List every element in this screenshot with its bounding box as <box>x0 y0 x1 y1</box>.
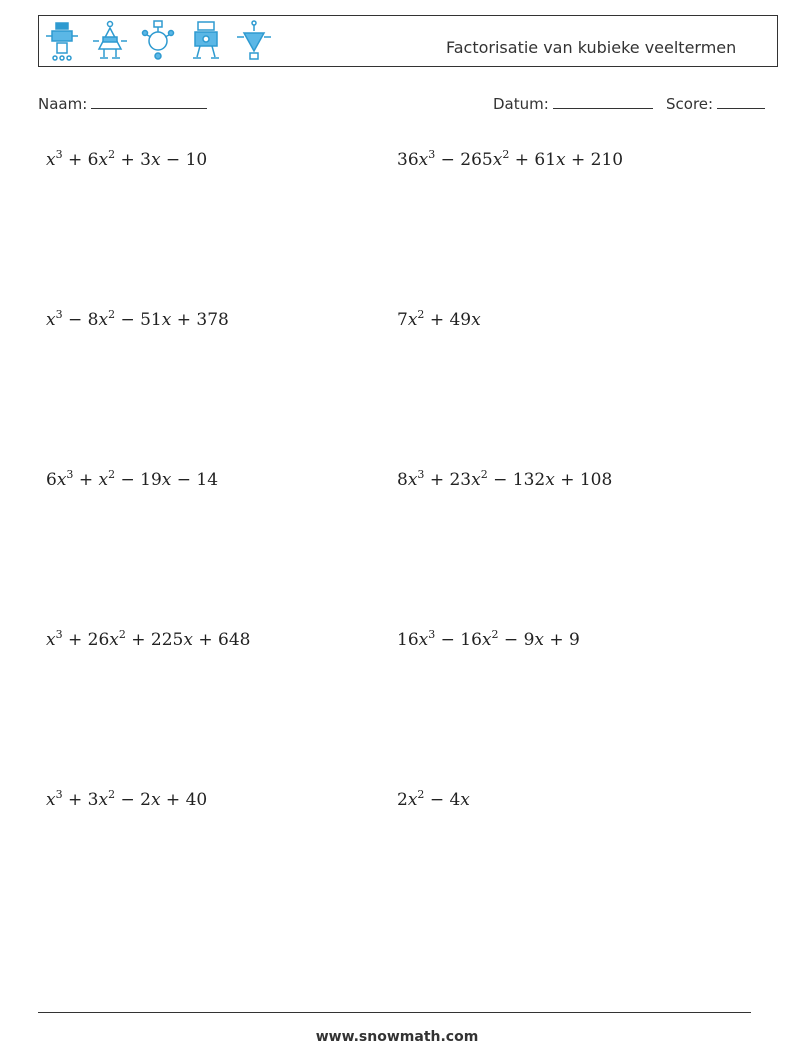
term-text: 8 <box>397 470 408 490</box>
exponent: 3 <box>55 788 63 801</box>
term-text: + 49 <box>424 310 472 330</box>
name-blank[interactable] <box>91 94 207 109</box>
term-text: 7 <box>397 310 408 330</box>
exponent: 2 <box>118 628 126 641</box>
term-text: + 9 <box>543 630 580 650</box>
term-text: − 16 <box>435 630 482 650</box>
variable: x <box>471 310 481 330</box>
problem-expression <box>397 310 481 330</box>
score-field <box>666 94 765 113</box>
term-text: − 132 <box>487 470 546 490</box>
problem-expression <box>46 310 229 330</box>
name-field <box>38 94 207 113</box>
variable: x <box>471 470 481 490</box>
term-text: + 3 <box>62 790 99 810</box>
problem-expression <box>46 790 207 810</box>
variable: x <box>98 310 109 330</box>
problem-expression <box>397 470 612 490</box>
variable: x <box>46 790 56 810</box>
exponent: 2 <box>491 628 499 641</box>
variable: x <box>98 790 109 810</box>
term-text: − 265 <box>435 150 493 170</box>
variable: x <box>460 790 470 810</box>
term-text: + 3 <box>115 150 151 170</box>
exponent: 2 <box>480 468 488 481</box>
term-text: − 9 <box>498 630 535 650</box>
variable: x <box>46 150 56 170</box>
variable: x <box>46 310 56 330</box>
exponent: 3 <box>428 148 436 161</box>
variable: x <box>98 150 109 170</box>
term-text: − 51 <box>115 310 162 330</box>
variable: x <box>407 310 418 330</box>
problem-expression <box>46 470 218 490</box>
robot-icons <box>43 18 273 64</box>
robot-icon <box>187 19 225 63</box>
variable: x <box>98 470 109 490</box>
term-text: + 108 <box>554 470 613 490</box>
variable: x <box>161 470 172 490</box>
term-text: 36 <box>397 150 419 170</box>
score-blank[interactable] <box>717 94 765 109</box>
exponent: 3 <box>66 468 74 481</box>
problem-expression <box>46 630 250 650</box>
term-text: + 23 <box>424 470 472 490</box>
name-label: Naam: <box>38 95 88 113</box>
score-label: Score: <box>666 95 714 113</box>
variable: x <box>556 150 566 170</box>
term-text: − 2 <box>115 790 151 810</box>
exponent: 3 <box>55 308 63 321</box>
term-text: + 40 <box>160 790 208 810</box>
exponent: 2 <box>417 788 425 801</box>
term-text: − 8 <box>62 310 99 330</box>
term-text: 6 <box>46 470 57 490</box>
exponent: 2 <box>108 468 116 481</box>
term-text: − 19 <box>115 470 162 490</box>
robot-icon <box>235 19 273 63</box>
date-blank[interactable] <box>553 94 653 109</box>
term-text: + 210 <box>565 150 624 170</box>
exponent: 2 <box>417 308 425 321</box>
variable: x <box>150 790 161 810</box>
robot-icon <box>139 19 177 63</box>
exponent: 2 <box>108 148 116 161</box>
exponent: 2 <box>108 788 116 801</box>
term-text: + 26 <box>62 630 110 650</box>
term-text: 16 <box>397 630 419 650</box>
exponent: 3 <box>428 628 436 641</box>
problem-expression <box>397 630 580 650</box>
variable: x <box>46 630 56 650</box>
term-text: + 225 <box>125 630 184 650</box>
variable: x <box>492 150 503 170</box>
variable: x <box>481 630 492 650</box>
term-text: − 4 <box>424 790 461 810</box>
term-text: + 378 <box>171 310 229 330</box>
footer-divider <box>38 1012 751 1013</box>
variable: x <box>161 310 172 330</box>
footer-url: www.snowmath.com <box>315 1029 479 1045</box>
date-label: Datum: <box>493 95 549 113</box>
robot-icon <box>43 19 81 63</box>
term-text: − 10 <box>160 150 208 170</box>
date-field <box>493 94 653 113</box>
term-text: + 648 <box>192 630 251 650</box>
variable: x <box>150 150 161 170</box>
worksheet-title: Factorisatie van kubieke veeltermen <box>446 38 737 57</box>
exponent: 3 <box>55 628 63 641</box>
term-text: 2 <box>397 790 408 810</box>
problem-expression <box>397 150 623 170</box>
variable: x <box>56 470 67 490</box>
problem-expression <box>397 790 470 810</box>
variable: x <box>545 470 555 490</box>
exponent: 2 <box>108 308 116 321</box>
exponent: 2 <box>502 148 510 161</box>
exponent: 3 <box>417 468 425 481</box>
variable: x <box>109 630 119 650</box>
variable: x <box>418 630 429 650</box>
variable: x <box>534 630 544 650</box>
robot-icon <box>91 19 129 63</box>
term-text: − 14 <box>171 470 219 490</box>
variable: x <box>418 150 429 170</box>
term-text: + 6 <box>62 150 99 170</box>
term-text: + <box>73 470 99 490</box>
variable: x <box>183 630 193 650</box>
header-box <box>38 15 778 67</box>
term-text: + 61 <box>509 150 557 170</box>
problem-expression <box>46 150 207 170</box>
variable: x <box>407 470 418 490</box>
variable: x <box>407 790 418 810</box>
exponent: 3 <box>55 148 63 161</box>
